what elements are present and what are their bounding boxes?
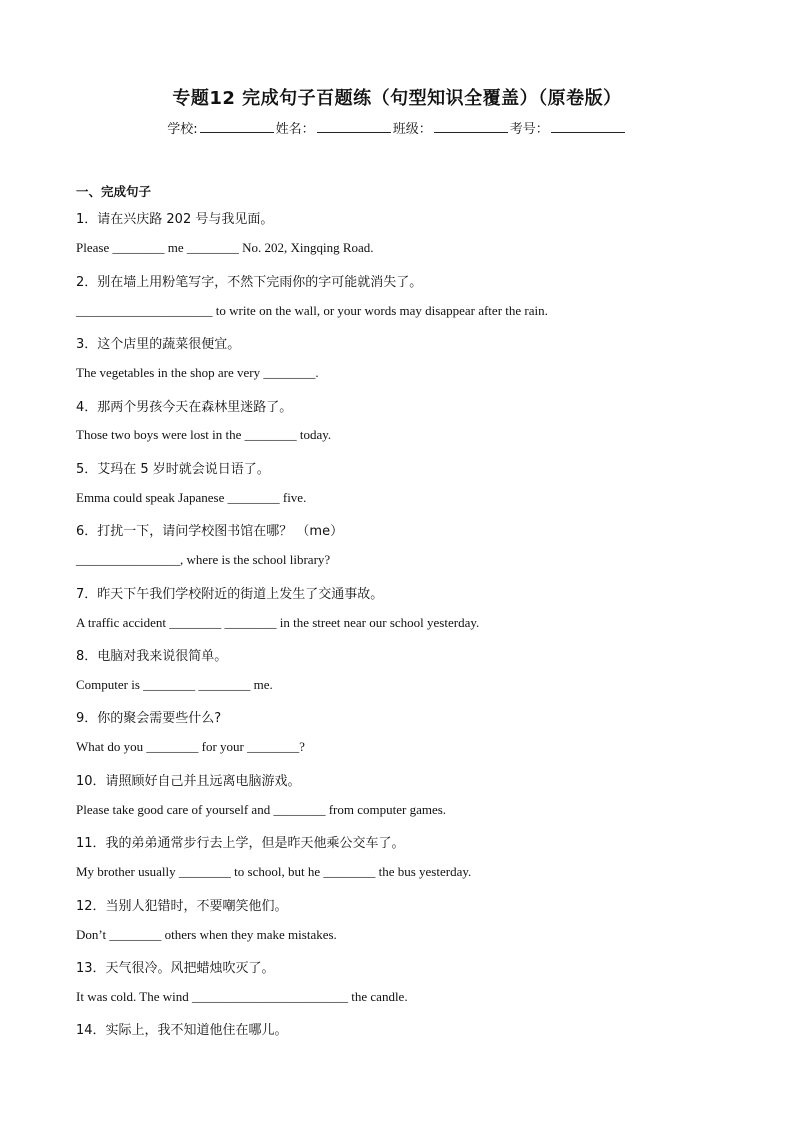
name-label: 姓名： bbox=[275, 122, 315, 137]
question-7-english: A traffic accident ________ ________ in the street near our school yesterday. bbox=[76, 615, 480, 630]
question-10-english: Please take good care of yourself and ________ from computer games. bbox=[76, 802, 447, 817]
class-blank[interactable] bbox=[434, 120, 508, 133]
question-2-english: _____________________ to write on the wall, or your words may disappear after the rain. bbox=[76, 303, 548, 318]
school-blank[interactable] bbox=[200, 120, 274, 133]
document-title: 专题12 完成句子百题练（句型知识全覆盖）（原卷版） bbox=[172, 88, 622, 109]
question-3-chinese: 3．这个店里的蔬菜很便宜。 bbox=[76, 337, 241, 352]
question-11-english: My brother usually ________ to school, but he ________ the bus yesterday. bbox=[76, 864, 472, 879]
question-1-chinese: 1．请在兴庆路 202 号与我见面。 bbox=[76, 212, 274, 227]
question-2-chinese: 2．别在墙上用粉笔写字，不然下完雨你的字可能就消失了。 bbox=[76, 275, 423, 290]
question-8-english: Computer is ________ ________ me. bbox=[76, 677, 273, 692]
question-5-chinese: 5．艾玛在 5 岁时就会说日语了。 bbox=[76, 462, 270, 477]
exam-number-label: 考号： bbox=[509, 122, 549, 137]
question-10-chinese: 10．请照顾好自己并且远离电脑游戏。 bbox=[76, 774, 301, 789]
question-4-chinese: 4．那两个男孩今天在森林里迷路了。 bbox=[76, 400, 293, 415]
question-4-english: Those two boys were lost in the ________ today. bbox=[76, 427, 332, 442]
question-3-english: The vegetables in the shop are very ________. bbox=[76, 365, 319, 380]
class-label: 班级： bbox=[392, 122, 432, 137]
question-14-chinese: 14．实际上，我不知道他住在哪儿。 bbox=[76, 1023, 288, 1038]
section-heading: 一、完成句子 bbox=[76, 184, 152, 199]
question-7-chinese: 7．昨天下午我们学校附近的街道上发生了交通事故。 bbox=[76, 587, 384, 602]
name-blank[interactable] bbox=[317, 120, 391, 133]
question-11-chinese: 11．我的弟弟通常步行去上学，但是昨天他乘公交车了。 bbox=[76, 836, 405, 851]
exam-number-blank[interactable] bbox=[551, 120, 625, 133]
question-6-chinese: 6．打扰一下，请问学校图书馆在哪？ （me） bbox=[76, 524, 344, 539]
question-9-english: What do you ________ for your ________? bbox=[76, 739, 305, 754]
question-12-chinese: 12．当别人犯错时，不要嘲笑他们。 bbox=[76, 899, 288, 914]
question-13-chinese: 13．天气很冷。风把蜡烛吹灭了。 bbox=[76, 961, 275, 976]
question-5-english: Emma could speak Japanese ________ five. bbox=[76, 490, 307, 505]
question-6-english: ________________, where is the school library? bbox=[76, 552, 331, 567]
student-info-line bbox=[0, 118, 794, 137]
school-label: 学校: bbox=[167, 122, 198, 137]
question-12-english: Don’t ________ others when they make mistakes. bbox=[76, 927, 337, 942]
question-8-chinese: 8．电脑对我来说很简单。 bbox=[76, 649, 228, 664]
question-1-english: Please ________ me ________ No. 202, Xingqing Road. bbox=[76, 240, 374, 255]
question-9-chinese: 9．你的聚会需要些什么? bbox=[76, 711, 222, 726]
question-13-english: It was cold. The wind ________________________ the candle. bbox=[76, 989, 408, 1004]
